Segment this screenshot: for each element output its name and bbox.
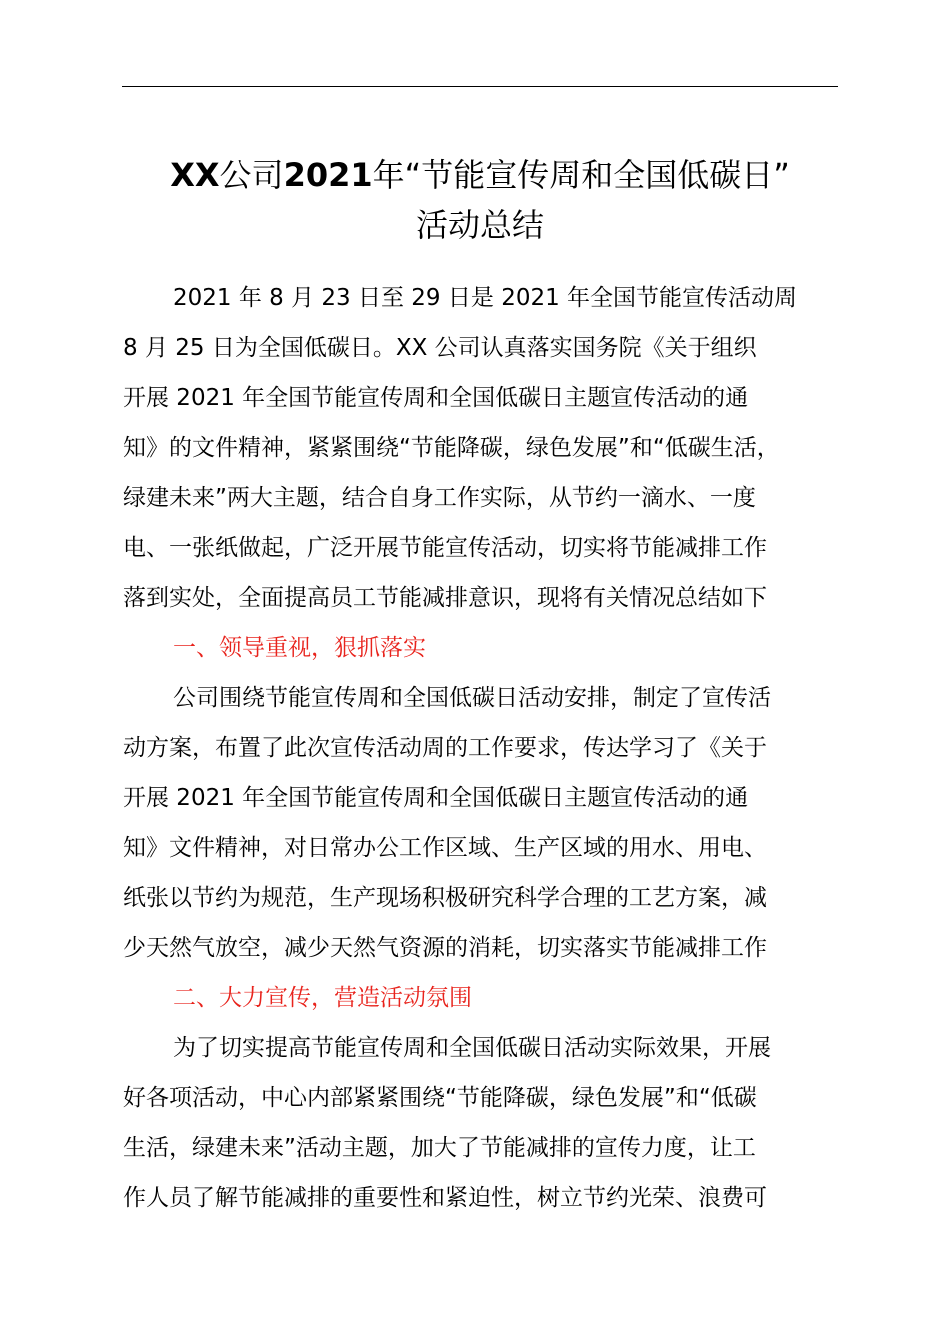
section-1-paragraph [123,673,771,973]
header-rule [122,86,838,87]
title-event: 年“节能宣传周和全国低碳日” [372,156,790,194]
title-company-word: 公司 [219,156,284,194]
document-title [110,150,850,250]
paragraph-line: 作人员了解节能减排的重要性和紧迫性，树立节约光荣、浪费可 [123,1185,767,1211]
title-company-prefix: XX [170,156,220,194]
paragraph-line: 绿建未来”两大主题，结合自身工作实际，从节约一滴水、一度 [123,485,756,511]
paragraph-line: 好各项活动，中心内部紧紧围绕“节能降碳，绿色发展”和“低碳 [123,1085,757,1111]
intro-paragraph [123,273,797,623]
title-year: 2021 [283,156,373,194]
paragraph-line: 开展 2021 年全国节能宣传周和全国低碳日主题宣传活动的通 [123,385,749,411]
section-heading-2: 二、大力宣传，营造活动氛围 [173,985,472,1011]
paragraph-line: 纸张以节约为规范，生产现场积极研究科学合理的工艺方案，减 [123,885,767,911]
paragraph-line: 知》的文件精神，紧紧围绕“节能降碳，绿色发展”和“低碳生活， [123,435,780,461]
paragraph-line: 开展 2021 年全国节能宣传周和全国低碳日主题宣传活动的通 [123,785,749,811]
paragraph-line: 8 月 25 日为全国低碳日。XX 公司认真落实国务院《关于组织 [123,335,757,361]
title-line-1 [110,150,850,200]
paragraph-line: 生活，绿建未来”活动主题，加大了节能减排的宣传力度，让工 [123,1135,756,1161]
paragraph-line: 动方案，布置了此次宣传活动周的工作要求，传达学习了《关于 [123,735,767,761]
paragraph-line: 公司围绕节能宣传周和全国低碳日活动安排，制定了宣传活 [173,685,771,711]
section-heading-1: 一、领导重视，狠抓落实 [173,635,426,661]
paragraph-line: 2021 年 8 月 23 日至 29 日是 2021 年全国节能宣传活动周 [173,285,798,311]
paragraph-line: 为了切实提高节能宣传周和全国低碳日活动实际效果，开展 [173,1035,771,1061]
section-2-paragraph [123,1023,771,1223]
paragraph-line: 知》文件精神，对日常办公工作区域、生产区域的用水、用电、 [123,835,767,861]
title-line-2: 活动总结 [415,206,544,244]
paragraph-line: 少天然气放空，减少天然气资源的消耗，切实落实节能减排工作 [123,935,767,961]
paragraph-line: 电、一张纸做起，广泛开展节能宣传活动，切实将节能减排工作 [123,535,767,561]
paragraph-line: 落到实处，全面提高员工节能减排意识，现将有关情况总结如下 [123,585,767,611]
